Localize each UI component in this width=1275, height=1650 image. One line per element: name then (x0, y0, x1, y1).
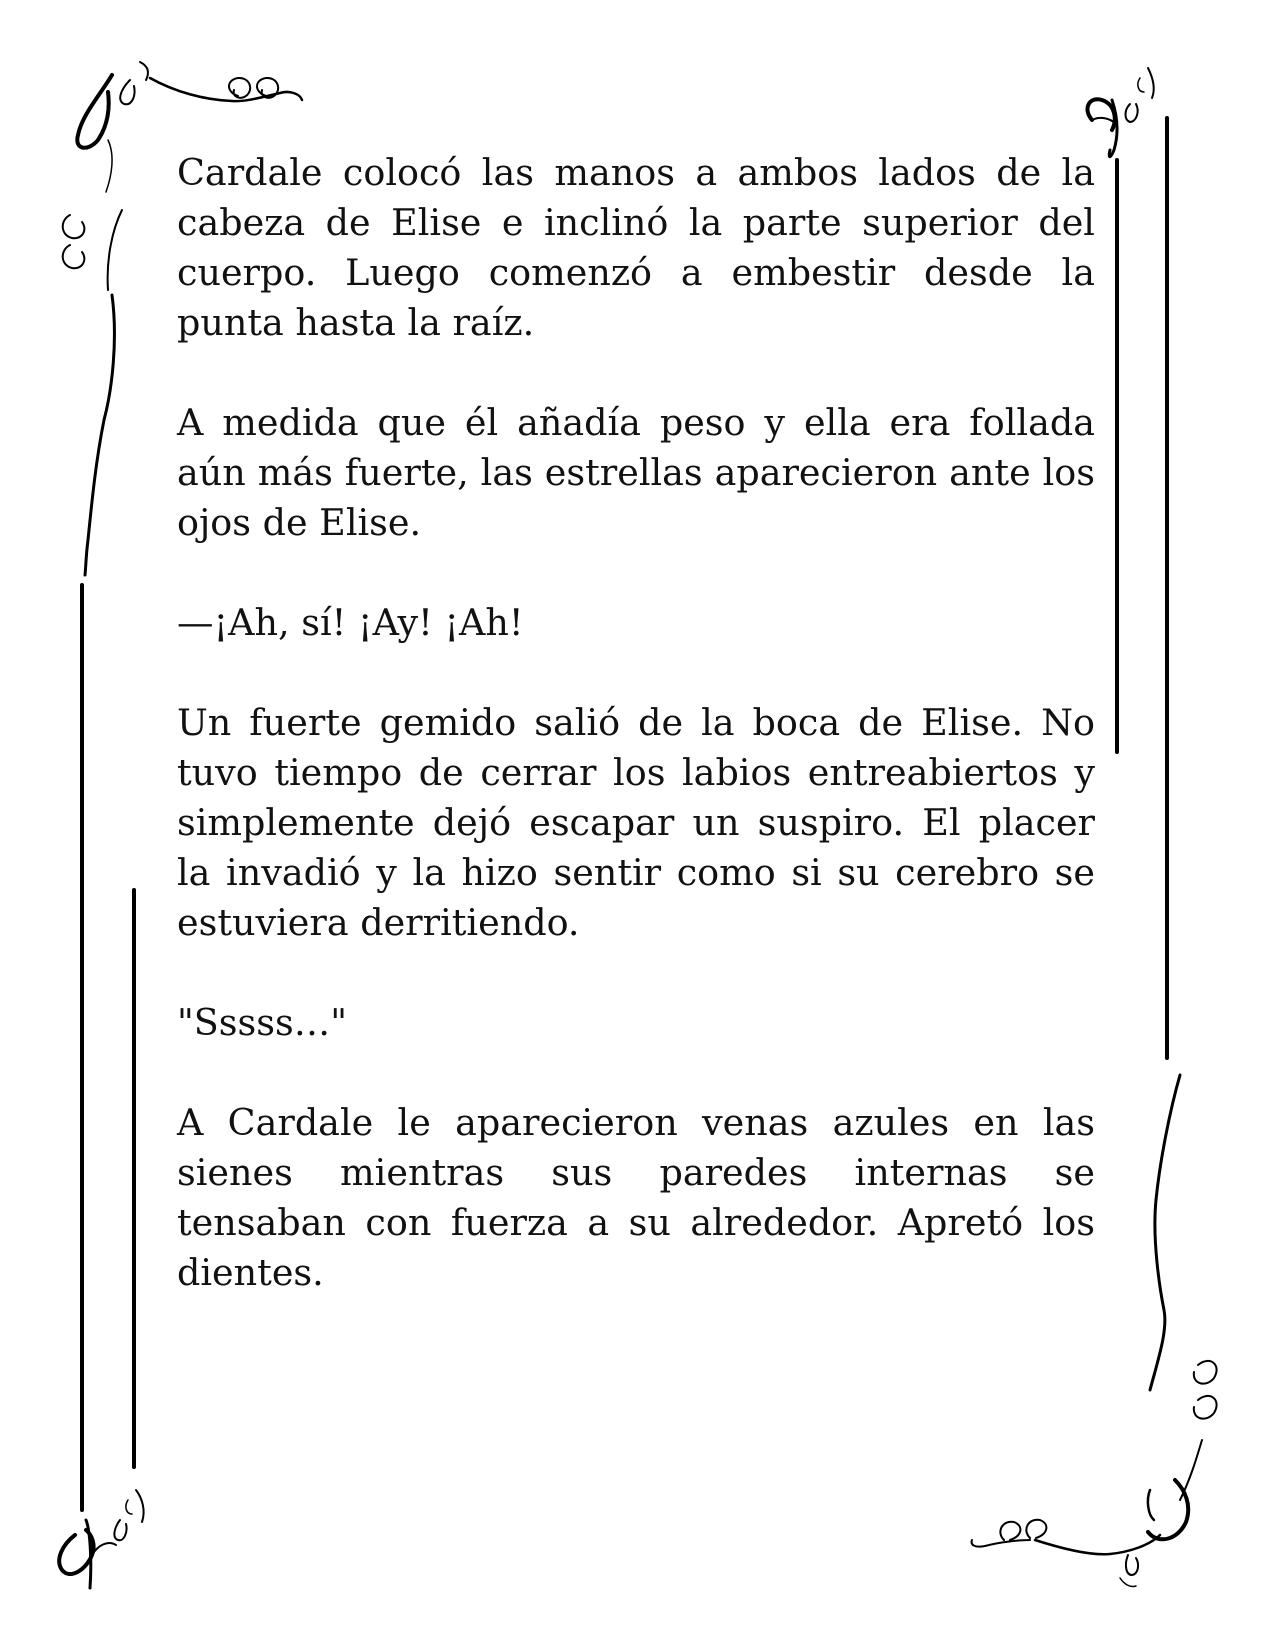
right-wave-stroke-ornament (1150, 1075, 1180, 1390)
bottom-left-flourish-ornament (59, 1490, 143, 1588)
bottom-right-flourish-ornament (972, 1361, 1217, 1587)
paragraph-4: A Cardale le aparecieron venas azules en las sienes mientras sus paredes internas se tensaban con fuerza a su alrededor. Apretó los dientes. (177, 1101, 1095, 1294)
paragraph-dialogue-1: —¡Ah, sí! ¡Ay! ¡Ah! (177, 601, 524, 644)
top-right-flourish-ornament (1087, 68, 1153, 157)
paragraph-1: Cardale colocó las manos a ambos lados de la cabeza de Elise e inclinó la parte superior del cuerpo. Luego comenzó a embestir desde la punta hasta la raíz. (177, 151, 1095, 344)
paragraph-2: A medida que él añadía peso y ella era follada aún más fuerte, las estrellas aparecieron ante los ojos de Elise. (177, 401, 1095, 544)
paragraph-dialogue-2: "Sssss…" (177, 1001, 348, 1044)
left-wave-stroke-ornament (85, 295, 114, 575)
paragraph-3: Un fuerte gemido salió de la boca de Elise. No tuvo tiempo de cerrar los labios entreabiertos y simplemente dejó escapar un suspiro. El placer la invadió y la hizo sentir como si su cerebro se estuviera derritiendo. (177, 701, 1095, 944)
document-body (177, 148, 1095, 1348)
